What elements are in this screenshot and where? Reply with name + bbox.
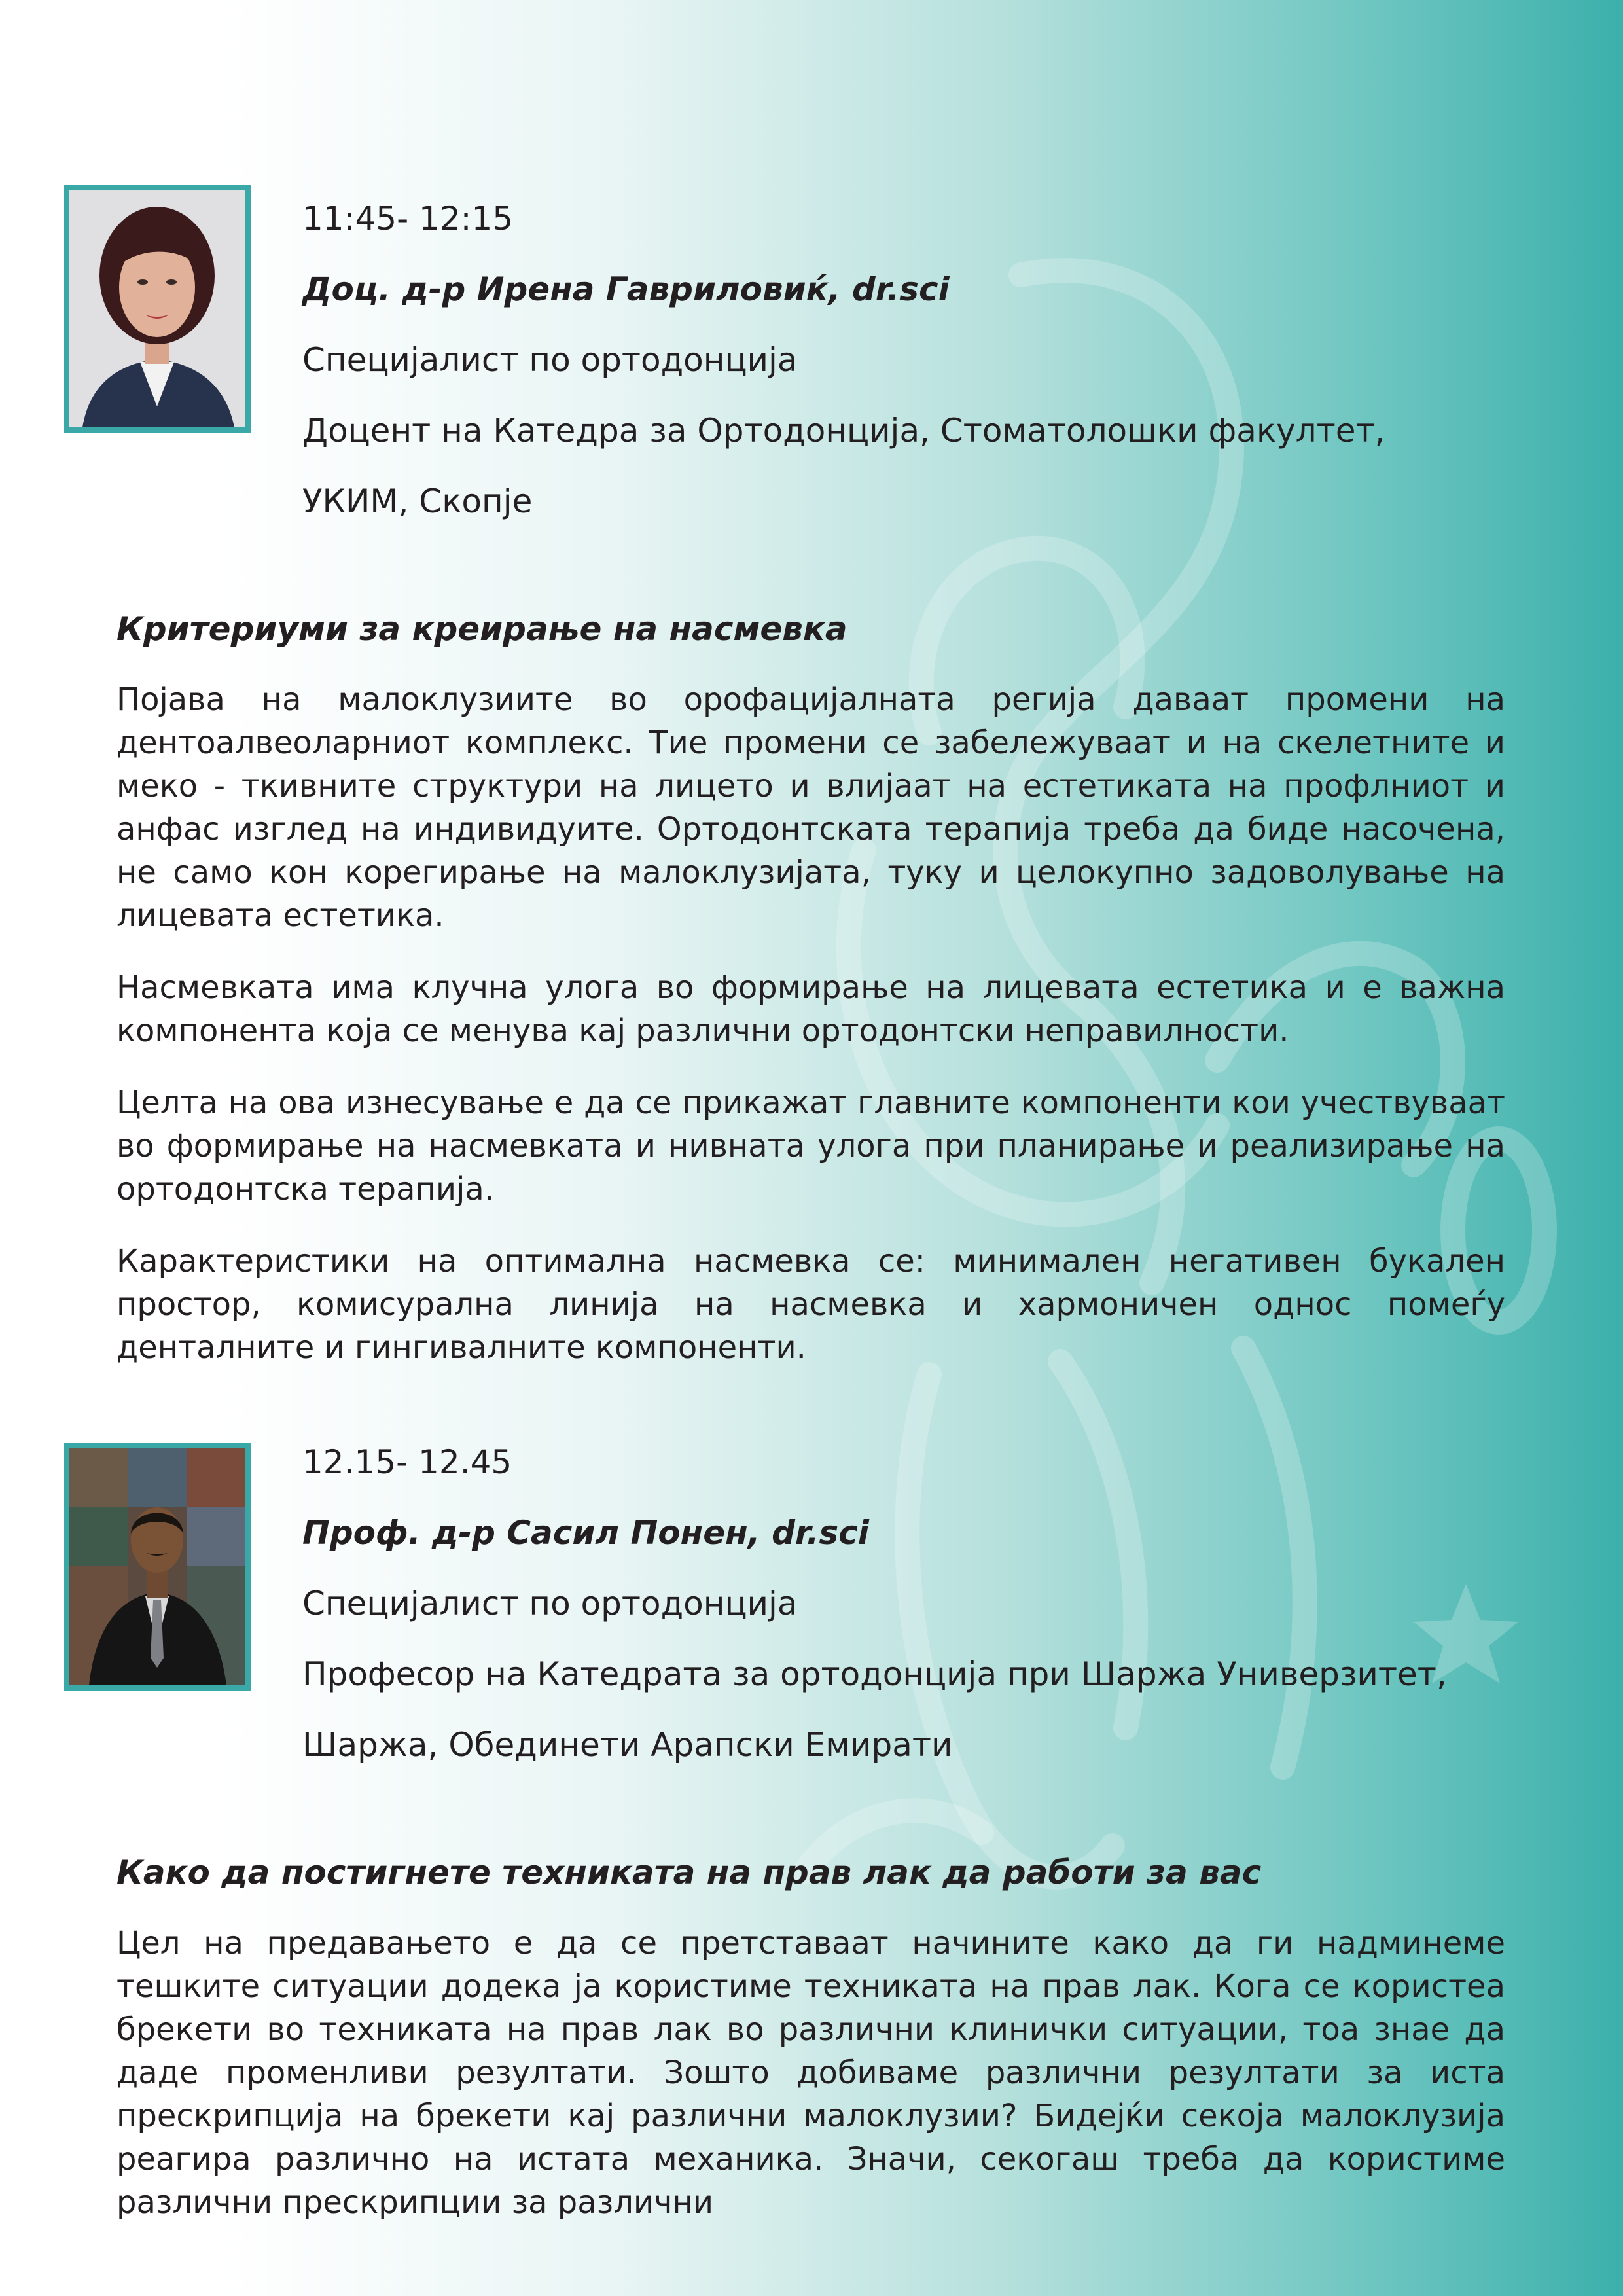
speaker-affiliation: Шаржа, Обединети Арапски Емирати <box>302 1726 953 1764</box>
speaker-affiliation: УКИМ, Скопје <box>302 482 533 520</box>
abstract-title: Критериуми за креирање на насмевка <box>116 610 847 648</box>
abstract-section-2 <box>116 1851 1505 2253</box>
abstract-paragraph: Појава на малоклузиите во орофацијалната регија даваат промени на дентоалвеоларниот комплекс. Тие промени се забележуваат и на скелетните и меко - ткивните структури на лицето и влијаат на естетиката на профлниот и анфас изглед на индивидуите. Ортодонтската терапија треба да биде насочена, не само кон корегирање на малоклузијата, туку и целокупно задоволување на лицевата естетика. <box>116 681 1505 934</box>
abstract-paragraph: Цел на предавањето е да се претставаат начините како да ги надминеме тешките ситуации додека ја користиме техниката на прав лак. Кога се користеа брекети во техниката на прав лак во различни клинички ситуации, тоа знае да даде променливи резултати. Зошто добиваме различни резултати за иста прескрипција на брекети кај различни малоклузии? Бидејќи секоја малоклузија реагира различно на истата механика. Значи, секогаш треба да користиме различни прескрипции за различни <box>116 1925 1505 2221</box>
speaker-position: Професор на Катедрата за ортодонција при Шаржа Универзитет, <box>302 1655 1447 1693</box>
speaker-name: Проф. д-р Сасил Понен, dr.sci <box>302 1514 869 1552</box>
speaker-specialty: Специјалист по ортодонција <box>302 1585 798 1623</box>
abstract-paragraph: Насмевката има клучна улога во формирање на лицевата естетика и е важна компонента која се менува кај различни ортодонтски неправилности. <box>116 969 1505 1049</box>
speaker-portrait-woman-icon <box>69 190 245 427</box>
speaker-time: 12.15- 12.45 <box>302 1443 512 1481</box>
speaker-name: Доц. д-р Ирена Гавриловиќ, dr.sci <box>302 270 950 308</box>
abstract-section-1 <box>116 607 1505 1398</box>
abstract-paragraph: Карактеристики на оптимална насмевка се: минимален негативен букален простор, комисурална линија на насмевка и хармоничен однос помеѓу денталните и гингивалните компоненти. <box>116 1243 1505 1366</box>
speaker-photo-1 <box>64 185 251 433</box>
speaker-info-2 <box>302 1427 1546 1780</box>
speaker-photo-2 <box>64 1443 251 1691</box>
speaker-specialty: Специјалист по ортодонција <box>302 341 798 379</box>
abstract-paragraph: Целта на ова изнесување е да се прикажат главните компоненти кои учествуваат во формирање на насмевката и нивната улога при планирање и реализирање на ортодонтска терапија. <box>116 1085 1505 1208</box>
speaker-time: 11:45- 12:15 <box>302 200 514 238</box>
speaker-portrait-man-icon <box>69 1448 245 1685</box>
speaker-position: Доцент на Катедра за Ортодонција, Стоматолошки факултет, <box>302 412 1385 450</box>
abstract-title: Како да постигнете техниката на прав лак да работи за вас <box>116 1854 1262 1892</box>
speaker-info-1 <box>302 183 1546 537</box>
